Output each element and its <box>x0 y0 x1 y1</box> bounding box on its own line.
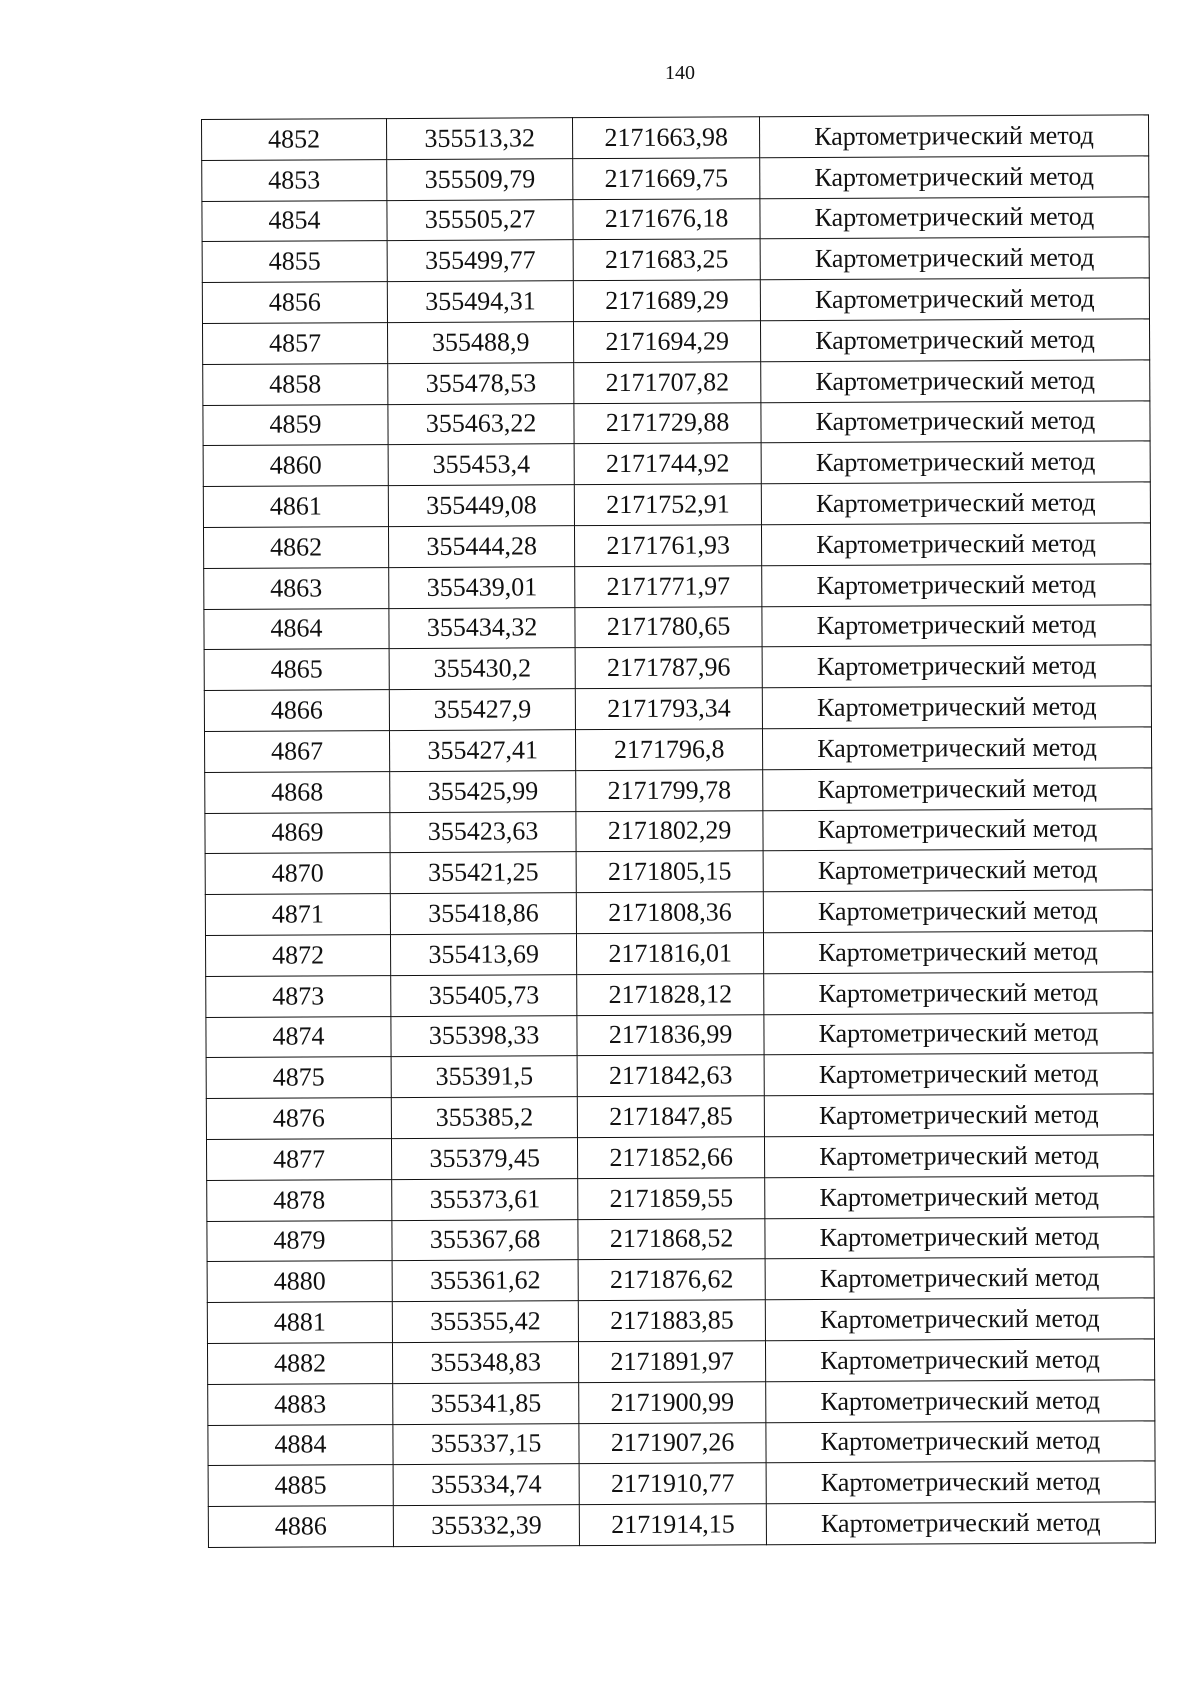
table-row <box>203 523 1150 568</box>
table-row <box>206 1135 1153 1180</box>
y-coordinate-cell: 2171683,25 <box>573 239 760 281</box>
x-coordinate-cell: 355494,31 <box>387 281 574 323</box>
x-coordinate-cell: 355334,74 <box>393 1464 580 1506</box>
point-number-cell: 4855 <box>202 241 387 283</box>
point-number-cell: 4876 <box>206 1098 391 1140</box>
method-cell: Картометрический метод <box>764 1135 1153 1178</box>
point-number-cell: 4858 <box>203 363 388 405</box>
table-row <box>205 849 1152 894</box>
method-cell: Картометрический метод <box>766 1461 1155 1504</box>
point-number-cell: 4853 <box>202 159 387 201</box>
table-row <box>207 1216 1154 1261</box>
y-coordinate-cell: 2171914,15 <box>580 1504 767 1546</box>
y-coordinate-cell: 2171707,82 <box>574 362 761 404</box>
x-coordinate-cell: 355423,63 <box>390 811 577 853</box>
point-number-cell: 4856 <box>202 282 387 324</box>
method-cell: Картометрический метод <box>760 196 1149 239</box>
y-coordinate-cell: 2171859,55 <box>578 1177 765 1219</box>
point-number-cell: 4861 <box>203 486 388 528</box>
y-coordinate-cell: 2171802,29 <box>576 810 763 852</box>
table-row <box>206 1053 1153 1098</box>
table-row <box>208 1420 1155 1465</box>
x-coordinate-cell: 355413,69 <box>390 934 577 976</box>
y-coordinate-cell: 2171836,99 <box>577 1014 764 1056</box>
method-cell: Картометрический метод <box>764 1094 1153 1137</box>
y-coordinate-cell: 2171828,12 <box>577 973 764 1015</box>
y-coordinate-cell: 2171771,97 <box>575 566 762 608</box>
coordinates-table-body <box>202 115 1156 1548</box>
table-row <box>202 237 1149 282</box>
coordinates-table <box>201 114 1156 1548</box>
y-coordinate-cell: 2171787,96 <box>575 647 762 689</box>
table-row <box>206 1012 1153 1057</box>
x-coordinate-cell: 355434,32 <box>389 607 576 649</box>
x-coordinate-cell: 355361,62 <box>392 1260 579 1302</box>
method-cell: Картометрический метод <box>766 1420 1155 1463</box>
point-number-cell: 4884 <box>208 1424 393 1466</box>
y-coordinate-cell: 2171816,01 <box>577 933 764 975</box>
method-cell: Картометрический метод <box>761 482 1150 525</box>
point-number-cell: 4869 <box>205 812 390 854</box>
table-row <box>207 1176 1154 1221</box>
method-cell: Картометрический метод <box>763 849 1152 892</box>
method-cell: Картометрический метод <box>766 1502 1155 1545</box>
point-number-cell: 4852 <box>202 119 387 161</box>
y-coordinate-cell: 2171796,8 <box>576 729 763 771</box>
method-cell: Картометрический метод <box>765 1216 1154 1259</box>
table-row <box>203 360 1150 405</box>
table-row <box>202 156 1149 201</box>
y-coordinate-cell: 2171729,88 <box>574 402 761 444</box>
point-number-cell: 4874 <box>206 1016 391 1058</box>
method-cell: Картометрический метод <box>762 564 1151 607</box>
y-coordinate-cell: 2171847,85 <box>578 1096 765 1138</box>
method-cell: Картометрический метод <box>762 686 1151 729</box>
method-cell: Картометрический метод <box>762 727 1151 770</box>
table-row <box>202 278 1149 323</box>
x-coordinate-cell: 355341,85 <box>393 1382 580 1424</box>
method-cell: Картометрический метод <box>761 360 1150 403</box>
y-coordinate-cell: 2171907,26 <box>579 1422 766 1464</box>
x-coordinate-cell: 355488,9 <box>387 322 574 364</box>
x-coordinate-cell: 355499,77 <box>387 240 574 282</box>
table-row <box>207 1339 1154 1384</box>
x-coordinate-cell: 355379,45 <box>391 1138 578 1180</box>
y-coordinate-cell: 2171689,29 <box>574 280 761 322</box>
method-cell: Картометрический метод <box>760 319 1149 362</box>
point-number-cell: 4883 <box>208 1383 393 1425</box>
point-number-cell: 4879 <box>207 1220 392 1262</box>
y-coordinate-cell: 2171876,62 <box>578 1259 765 1301</box>
point-number-cell: 4870 <box>205 853 390 895</box>
x-coordinate-cell: 355478,53 <box>388 362 575 404</box>
y-coordinate-cell: 2171883,85 <box>579 1300 766 1342</box>
y-coordinate-cell: 2171842,63 <box>577 1055 764 1097</box>
method-cell: Картометрический метод <box>759 115 1148 158</box>
method-cell: Картометрический метод <box>765 1257 1154 1300</box>
point-number-cell: 4863 <box>204 567 389 609</box>
x-coordinate-cell: 355444,28 <box>388 526 575 568</box>
point-number-cell: 4885 <box>208 1465 393 1507</box>
y-coordinate-cell: 2171793,34 <box>576 688 763 730</box>
table-row <box>202 319 1149 364</box>
table-row <box>203 400 1150 445</box>
x-coordinate-cell: 355391,5 <box>391 1056 578 1098</box>
method-cell: Картометрический метод <box>764 1012 1153 1055</box>
y-coordinate-cell: 2171910,77 <box>579 1463 766 1505</box>
table-row <box>204 564 1151 609</box>
table-row <box>204 645 1151 690</box>
table-row <box>207 1298 1154 1343</box>
y-coordinate-cell: 2171663,98 <box>573 117 760 159</box>
method-cell: Картометрический метод <box>760 278 1149 321</box>
table-row <box>203 441 1150 486</box>
point-number-cell: 4886 <box>208 1506 393 1548</box>
method-cell: Картометрический метод <box>763 808 1152 851</box>
method-cell: Картометрический метод <box>763 890 1152 933</box>
y-coordinate-cell: 2171805,15 <box>576 851 763 893</box>
x-coordinate-cell: 355505,27 <box>387 199 574 241</box>
x-coordinate-cell: 355398,33 <box>391 1015 578 1057</box>
point-number-cell: 4854 <box>202 200 387 242</box>
method-cell: Картометрический метод <box>763 768 1152 811</box>
point-number-cell: 4872 <box>205 935 390 977</box>
point-number-cell: 4880 <box>207 1261 392 1303</box>
table-row <box>205 768 1152 813</box>
point-number-cell: 4868 <box>205 771 390 813</box>
x-coordinate-cell: 355367,68 <box>392 1219 579 1261</box>
method-cell: Картометрический метод <box>765 1176 1154 1219</box>
x-coordinate-cell: 355332,39 <box>393 1505 580 1547</box>
method-cell: Картометрический метод <box>761 441 1150 484</box>
y-coordinate-cell: 2171744,92 <box>574 443 761 485</box>
point-number-cell: 4867 <box>204 731 389 773</box>
y-coordinate-cell: 2171761,93 <box>575 525 762 567</box>
x-coordinate-cell: 355427,41 <box>389 730 576 772</box>
method-cell: Картометрический метод <box>765 1339 1154 1382</box>
y-coordinate-cell: 2171852,66 <box>578 1137 765 1179</box>
method-cell: Картометрический метод <box>760 237 1149 280</box>
table-row <box>205 808 1152 853</box>
table-row <box>202 115 1149 160</box>
y-coordinate-cell: 2171694,29 <box>574 321 761 363</box>
x-coordinate-cell: 355405,73 <box>391 974 578 1016</box>
y-coordinate-cell: 2171868,52 <box>578 1218 765 1260</box>
table-row <box>208 1380 1155 1425</box>
table-row <box>206 972 1153 1017</box>
y-coordinate-cell: 2171808,36 <box>577 892 764 934</box>
x-coordinate-cell: 355463,22 <box>388 403 575 445</box>
point-number-cell: 4859 <box>203 404 388 446</box>
table-row <box>207 1257 1154 1302</box>
point-number-cell: 4857 <box>202 323 387 365</box>
method-cell: Картометрический метод <box>761 400 1150 443</box>
method-cell: Картометрический метод <box>761 523 1150 566</box>
y-coordinate-cell: 2171891,97 <box>579 1341 766 1383</box>
x-coordinate-cell: 355509,79 <box>387 158 574 200</box>
x-coordinate-cell: 355453,4 <box>388 444 575 486</box>
x-coordinate-cell: 355421,25 <box>390 852 577 894</box>
point-number-cell: 4866 <box>204 690 389 732</box>
point-number-cell: 4860 <box>203 445 388 487</box>
table-row <box>204 604 1151 649</box>
x-coordinate-cell: 355373,61 <box>392 1178 579 1220</box>
y-coordinate-cell: 2171676,18 <box>573 198 760 240</box>
point-number-cell: 4862 <box>203 527 388 569</box>
method-cell: Картометрический метод <box>764 1053 1153 1096</box>
y-coordinate-cell: 2171669,75 <box>573 158 760 200</box>
method-cell: Картометрический метод <box>762 604 1151 647</box>
x-coordinate-cell: 355385,2 <box>391 1097 578 1139</box>
y-coordinate-cell: 2171900,99 <box>579 1381 766 1423</box>
x-coordinate-cell: 355449,08 <box>388 485 575 527</box>
point-number-cell: 4871 <box>205 894 390 936</box>
method-cell: Картометрический метод <box>760 156 1149 199</box>
table-row <box>205 931 1152 976</box>
x-coordinate-cell: 355355,42 <box>392 1301 579 1343</box>
table-row <box>208 1461 1155 1506</box>
point-number-cell: 4873 <box>206 975 391 1017</box>
method-cell: Картометрический метод <box>764 972 1153 1015</box>
table-row <box>202 196 1149 241</box>
x-coordinate-cell: 355425,99 <box>390 770 577 812</box>
point-number-cell: 4882 <box>207 1342 392 1384</box>
page-number: 140 <box>665 62 695 84</box>
x-coordinate-cell: 355418,86 <box>390 893 577 935</box>
point-number-cell: 4878 <box>207 1179 392 1221</box>
x-coordinate-cell: 355348,83 <box>392 1342 579 1384</box>
x-coordinate-cell: 355427,9 <box>389 689 576 731</box>
x-coordinate-cell: 355337,15 <box>393 1423 580 1465</box>
method-cell: Картометрический метод <box>765 1298 1154 1341</box>
y-coordinate-cell: 2171752,91 <box>575 484 762 526</box>
method-cell: Картометрический метод <box>763 931 1152 974</box>
table-row <box>208 1502 1155 1547</box>
point-number-cell: 4864 <box>204 608 389 650</box>
x-coordinate-cell: 355430,2 <box>389 648 576 690</box>
table-row <box>204 686 1151 731</box>
point-number-cell: 4881 <box>207 1302 392 1344</box>
table-row <box>204 727 1151 772</box>
y-coordinate-cell: 2171799,78 <box>576 770 763 812</box>
point-number-cell: 4875 <box>206 1057 391 1099</box>
table-row <box>203 482 1150 527</box>
table-row <box>205 890 1152 935</box>
method-cell: Картометрический метод <box>766 1380 1155 1423</box>
point-number-cell: 4877 <box>206 1139 391 1181</box>
point-number-cell: 4865 <box>204 649 389 691</box>
x-coordinate-cell: 355513,32 <box>386 118 573 160</box>
y-coordinate-cell: 2171780,65 <box>575 606 762 648</box>
method-cell: Картометрический метод <box>762 645 1151 688</box>
table-row <box>206 1094 1153 1139</box>
x-coordinate-cell: 355439,01 <box>389 566 576 608</box>
